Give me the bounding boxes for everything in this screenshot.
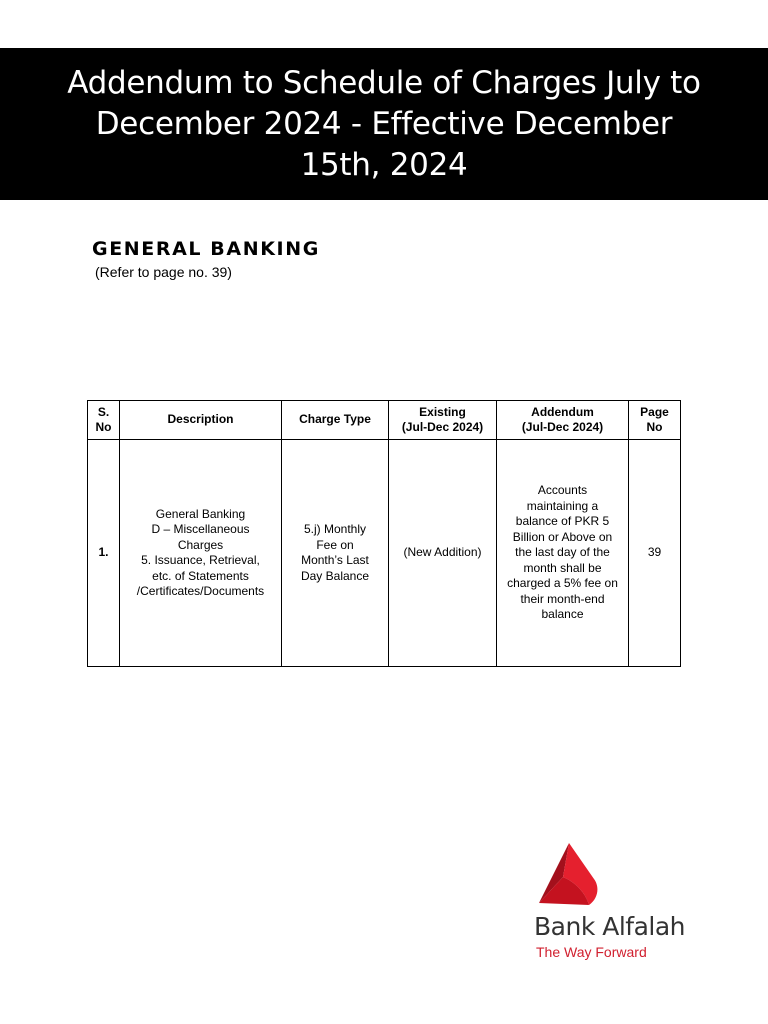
cell-sno: 1. xyxy=(88,440,120,667)
cell-addendum: Accounts maintaining a balance of PKR 5 Billion or Above on the last day of the month shall be charged a 5% fee on their month-end balance xyxy=(497,440,629,667)
table-row xyxy=(88,440,681,667)
header-sno: S. No xyxy=(88,401,120,440)
header-banner xyxy=(0,48,768,200)
section-reference: (Refer to page no. 39) xyxy=(95,264,232,280)
header-existing: Existing (Jul-Dec 2024) xyxy=(389,401,497,440)
table-header-row xyxy=(88,401,681,440)
cell-charge-type: 5.j) Monthly Fee on Month’s Last Day Balance xyxy=(282,440,389,667)
header-description: Description xyxy=(120,401,282,440)
cell-existing: (New Addition) xyxy=(389,440,497,667)
brand-tagline: The Way Forward xyxy=(536,944,647,960)
charges-table xyxy=(87,400,681,667)
brand-name: Bank Alfalah xyxy=(534,912,686,941)
brand-logo xyxy=(534,843,694,973)
cell-page-no: 39 xyxy=(629,440,681,667)
cell-description: General Banking D – Miscellaneous Charges 5. Issuance, Retrieval, etc. of Statements /Certificates/Documents xyxy=(120,440,282,667)
section-title: GENERAL BANKING xyxy=(92,238,320,260)
header-addendum: Addendum (Jul-Dec 2024) xyxy=(497,401,629,440)
page-title: Addendum to Schedule of Charges July to December 2024 - Effective December 15th, 2024 xyxy=(67,64,701,183)
alfalah-logo-icon xyxy=(536,843,598,907)
header-charge-type: Charge Type xyxy=(282,401,389,440)
header-page-no: Page No xyxy=(629,401,681,440)
